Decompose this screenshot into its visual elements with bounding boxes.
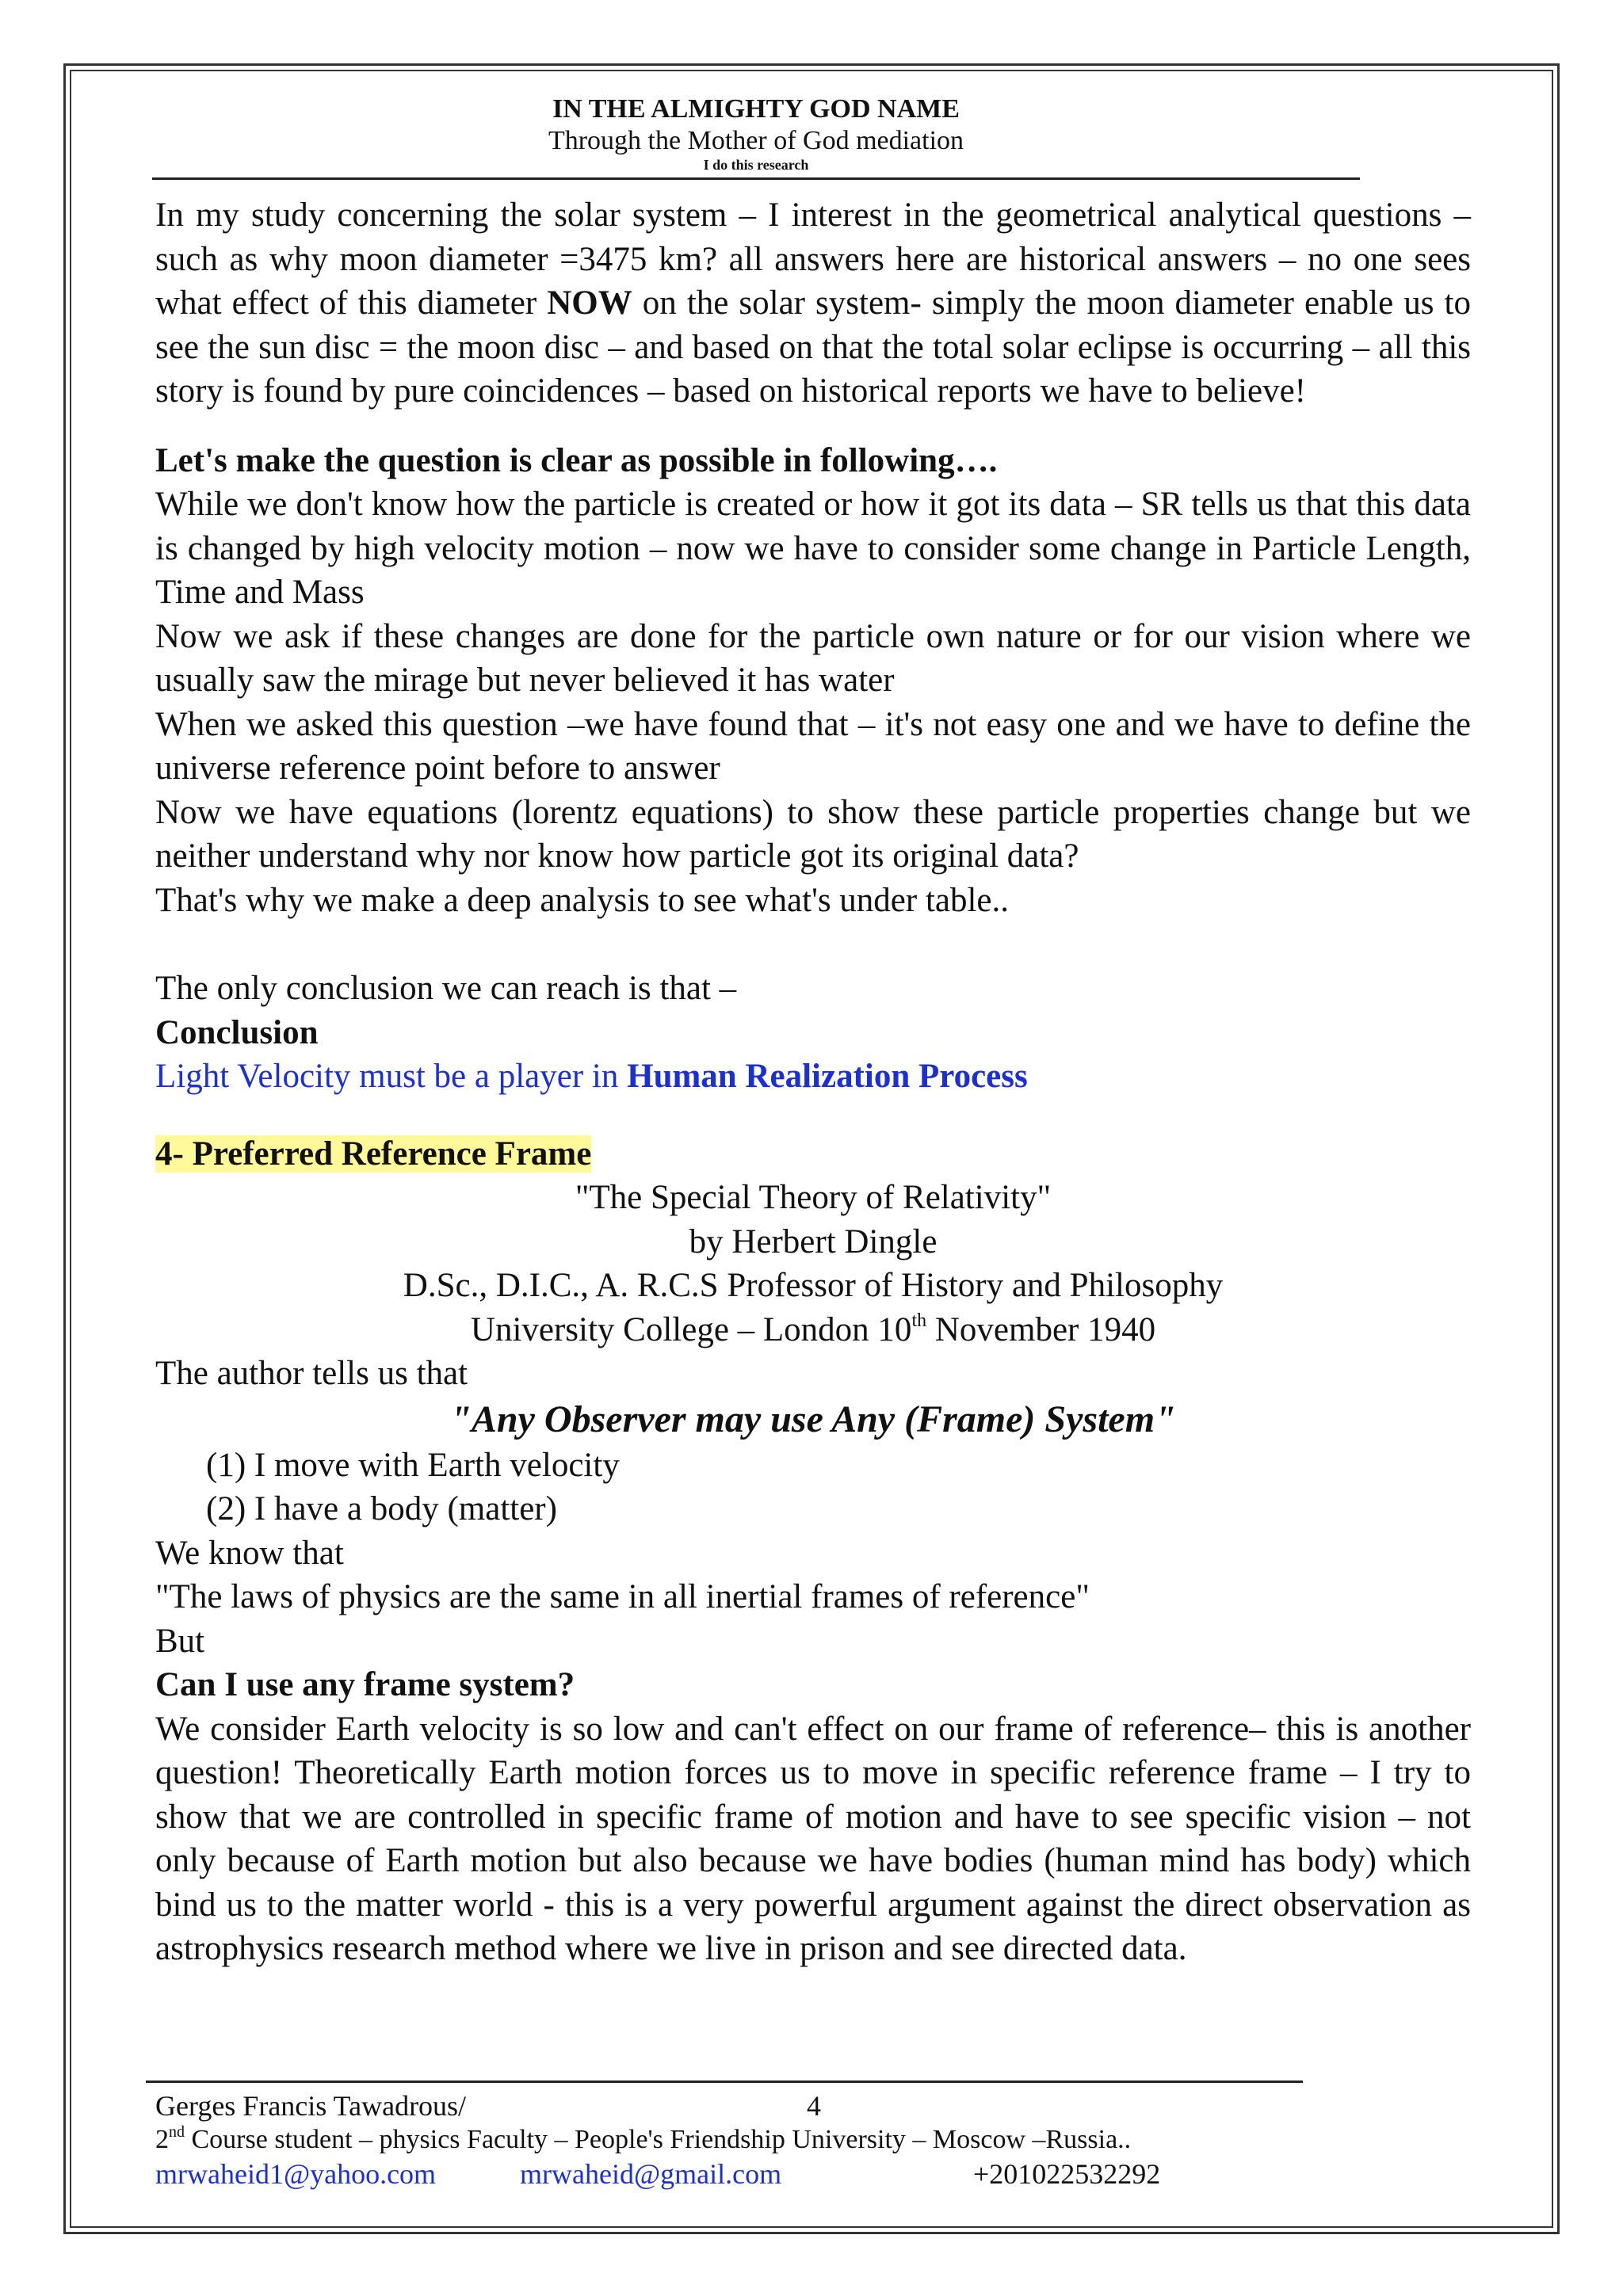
frame-question: Can I use any frame system?: [155, 1666, 575, 1703]
conclusion-statement-bold: Human Realization Process: [627, 1058, 1028, 1095]
footer-course: 2nd Course student – physics Faculty – People's Friendship University – Moscow –Russia..: [155, 2123, 1132, 2154]
page-number: 4: [807, 2090, 821, 2122]
list-item: (2) I have a body (matter): [206, 1490, 557, 1527]
reference-title: "The Special Theory of Relativity": [575, 1179, 1052, 1216]
page-body: [155, 193, 1471, 1971]
intro-text-2: on the solar system- simply the moon diameter enable us to see the sun disc = the moon disc – and based on that the total solar eclipse is occurring – all this story is found by pure coincidences – based on historical reports we have to believe!: [155, 284, 1471, 410]
footer-author: Gerges Francis Tawadrous/: [155, 2090, 467, 2122]
question-heading: Let's make the question is clear as possible in following….: [155, 441, 998, 479]
page-footer: [155, 2088, 1503, 2191]
email-link-yahoo[interactable]: mrwaheid1@yahoo.com: [155, 2158, 437, 2190]
email-link-gmail[interactable]: mrwaheid@gmail.com: [520, 2158, 782, 2190]
final-paragraph: We consider Earth velocity is so low and can't effect on our frame of reference– this is another question! Theoretically Earth motion forces us to move in specific reference frame – I try to show that we are controlled in specific frame of motion and have to see specific vision – not only because of Earth motion but also because we have bodies (human mind has body) which bind us to the matter world - this is a very powerful argument against the direct observation as astrophysics research method where we live in prison and see directed data.: [155, 1710, 1471, 1967]
list-item: (1) I move with Earth velocity: [206, 1446, 620, 1484]
section-4-heading: 4- Preferred Reference Frame: [155, 1135, 592, 1173]
observer-quote: "Any Observer may use Any (Frame) System": [450, 1398, 1176, 1440]
reference-author: by Herbert Dingle: [689, 1222, 938, 1261]
page-header: [152, 93, 1360, 173]
reference-credentials: D.Sc., D.I.C., A. R.C.S Professor of History and Philosophy: [403, 1267, 1224, 1304]
question-para-2: Now we ask if these changes are done for the particle own nature or for our vision where we usually saw the mirage but never believed it has water: [155, 617, 1471, 699]
question-para-1: While we don't know how the particle is created or how it got its data – SR tells us that this data is changed by high velocity motion – now we have to consider some change in Particle Length, Time and Mass: [155, 486, 1471, 611]
header-subtitle: Through the Mother of God mediation: [548, 126, 964, 155]
but-text: But: [155, 1622, 205, 1660]
header-rule: [152, 177, 1360, 180]
question-para-5: That's why we make a deep analysis to see what's under table..: [155, 881, 1010, 919]
reference-date: University College – London 10th November 1940: [470, 1310, 1156, 1348]
header-title: IN THE ALMIGHTY GOD NAME: [552, 94, 960, 124]
conclusion-heading: Conclusion: [155, 1013, 319, 1051]
intro-text-1: In my study concerning the solar system – I interest in the geometrical analytical questions – such as why moon diameter =3475 km? all answers here are historical answers – no one sees what effect of this diameter: [155, 196, 1471, 322]
conclusion-lead: The only conclusion we can reach is that –: [155, 970, 737, 1007]
footer-rule: [146, 2081, 1303, 2083]
header-small-note: I do this research: [703, 157, 809, 173]
author-tells: The author tells us that: [155, 1355, 468, 1392]
laws-quote: "The laws of physics are the same in all inertial frames of reference": [155, 1578, 1090, 1615]
question-para-3: When we asked this question –we have found that – it's not easy one and we have to define the universe reference point before to answer: [155, 705, 1471, 787]
conclusion-statement: Light Velocity must be a player in Human Realization Process: [155, 1058, 1028, 1095]
question-para-4: Now we have equations (lorentz equations) to show these particle properties change but we neither understand why nor know how particle got its original data?: [155, 793, 1471, 875]
phone-number: +201022532292: [973, 2158, 1161, 2190]
intro-emphasis: NOW: [547, 284, 632, 322]
intro-paragraph: [155, 193, 1471, 414]
we-know: We know that: [155, 1534, 344, 1572]
